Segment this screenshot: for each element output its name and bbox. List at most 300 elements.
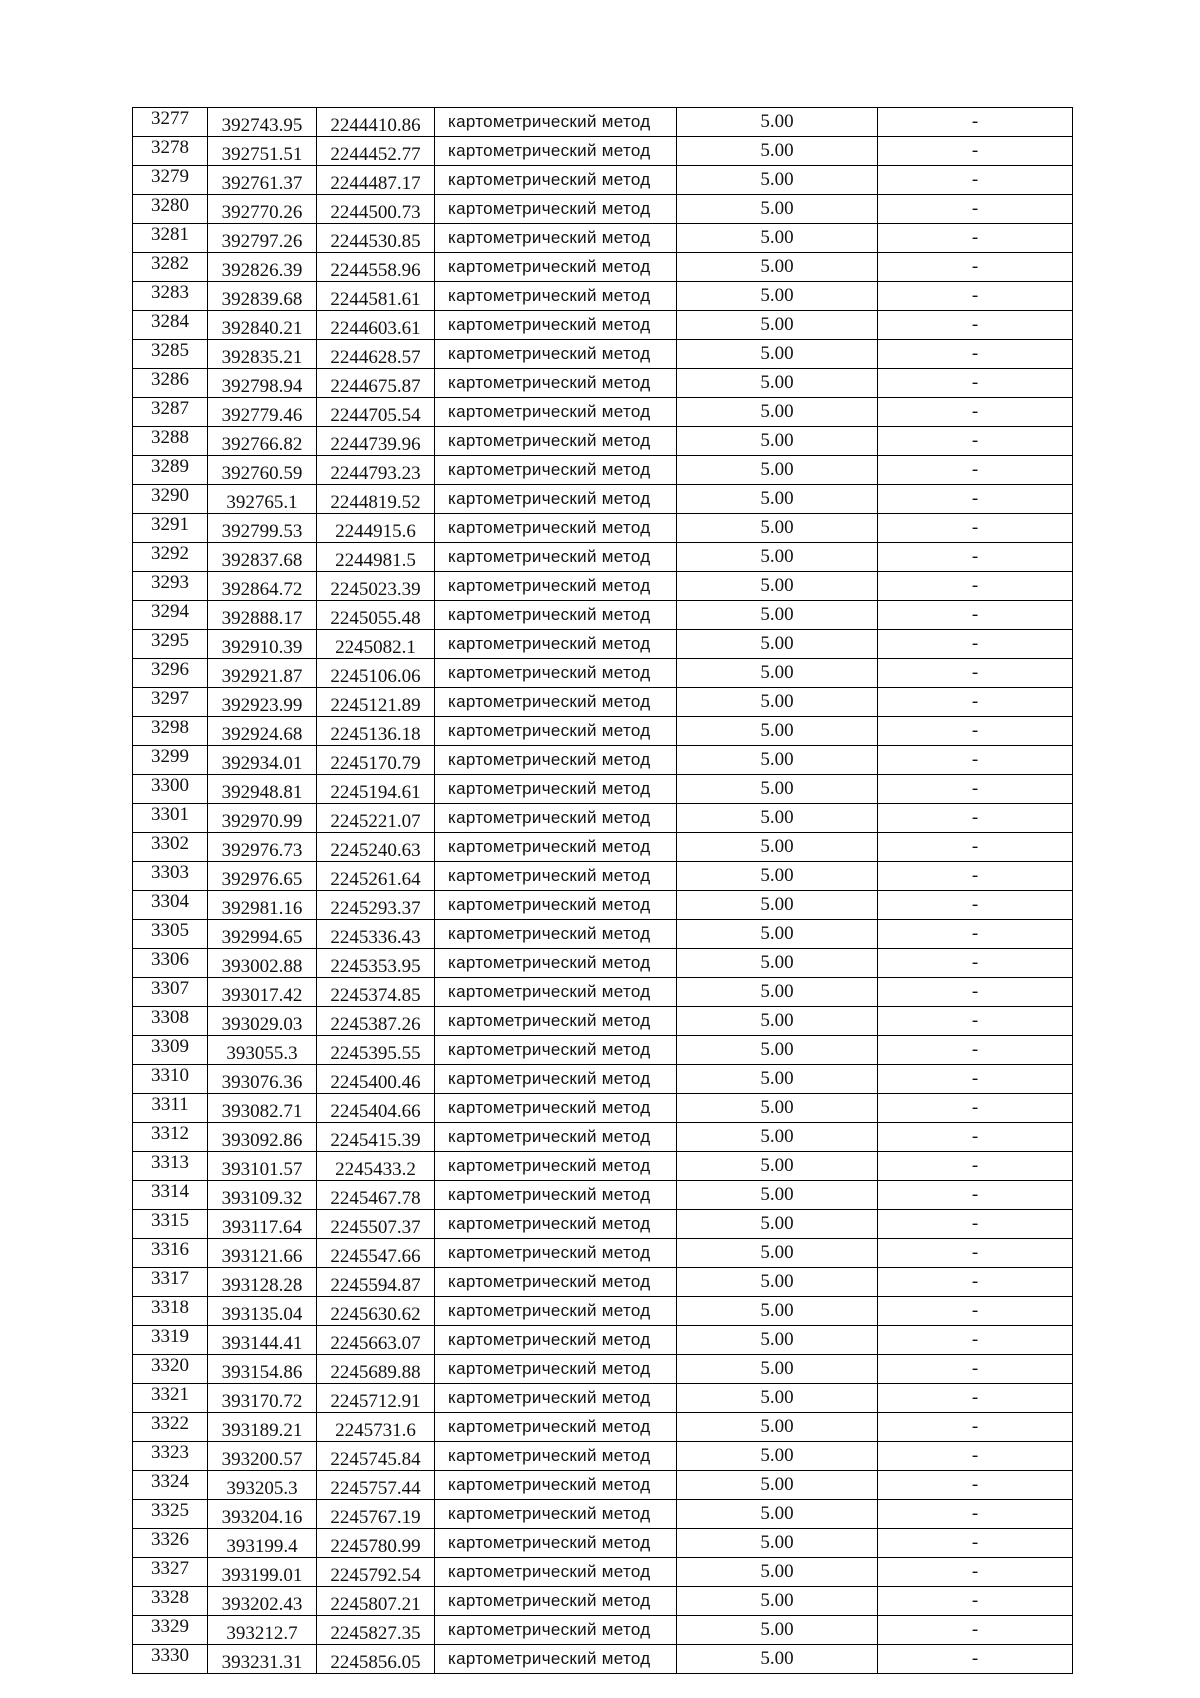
point-number-cell: 3282	[133, 253, 208, 282]
y-coordinate-cell: 2245221.07	[317, 804, 435, 833]
method-cell: картометрический метод	[435, 1500, 677, 1529]
method-cell: картометрический метод	[435, 1123, 677, 1152]
description-cell: -	[878, 282, 1073, 311]
method-cell: картометрический метод	[435, 862, 677, 891]
accuracy-cell: 5.00	[677, 1123, 878, 1152]
y-coordinate-cell: 2245293.37	[317, 891, 435, 920]
method-cell: картометрический метод	[435, 1181, 677, 1210]
y-coordinate-cell: 2245792.54	[317, 1558, 435, 1587]
description-cell: -	[878, 659, 1073, 688]
table-row	[133, 1471, 1073, 1500]
x-coordinate-cell: 393170.72	[208, 1384, 317, 1413]
method-cell: картометрический метод	[435, 630, 677, 659]
accuracy-cell: 5.00	[677, 630, 878, 659]
method-cell: картометрический метод	[435, 369, 677, 398]
method-cell: картометрический метод	[435, 1239, 677, 1268]
x-coordinate-cell: 392797.26	[208, 224, 317, 253]
x-coordinate-cell: 393128.28	[208, 1268, 317, 1297]
method-cell: картометрический метод	[435, 137, 677, 166]
x-coordinate-cell: 392835.21	[208, 340, 317, 369]
description-cell: -	[878, 1065, 1073, 1094]
point-number-cell: 3285	[133, 340, 208, 369]
accuracy-cell: 5.00	[677, 572, 878, 601]
table-row	[133, 1210, 1073, 1239]
table-row	[133, 485, 1073, 514]
method-cell: картометрический метод	[435, 1297, 677, 1326]
accuracy-cell: 5.00	[677, 746, 878, 775]
description-cell: -	[878, 1384, 1073, 1413]
table-row	[133, 1065, 1073, 1094]
point-number-cell: 3310	[133, 1065, 208, 1094]
accuracy-cell: 5.00	[677, 398, 878, 427]
y-coordinate-cell: 2245547.66	[317, 1239, 435, 1268]
y-coordinate-cell: 2245082.1	[317, 630, 435, 659]
point-number-cell: 3321	[133, 1384, 208, 1413]
table-row	[133, 543, 1073, 572]
table-row	[133, 775, 1073, 804]
method-cell: картометрический метод	[435, 1384, 677, 1413]
method-cell: картометрический метод	[435, 224, 677, 253]
point-number-cell: 3303	[133, 862, 208, 891]
method-cell: картометрический метод	[435, 572, 677, 601]
description-cell: -	[878, 572, 1073, 601]
y-coordinate-cell: 2244705.54	[317, 398, 435, 427]
description-cell: -	[878, 1616, 1073, 1645]
x-coordinate-cell: 392888.17	[208, 601, 317, 630]
accuracy-cell: 5.00	[677, 1268, 878, 1297]
accuracy-cell: 5.00	[677, 920, 878, 949]
description-cell: -	[878, 1094, 1073, 1123]
description-cell: -	[878, 1442, 1073, 1471]
accuracy-cell: 5.00	[677, 1065, 878, 1094]
method-cell: картометрический метод	[435, 1007, 677, 1036]
accuracy-cell: 5.00	[677, 340, 878, 369]
point-number-cell: 3305	[133, 920, 208, 949]
accuracy-cell: 5.00	[677, 1384, 878, 1413]
point-number-cell: 3320	[133, 1355, 208, 1384]
y-coordinate-cell: 2245395.55	[317, 1036, 435, 1065]
table-row	[133, 630, 1073, 659]
table-row	[133, 601, 1073, 630]
method-cell: картометрический метод	[435, 340, 677, 369]
y-coordinate-cell: 2244739.96	[317, 427, 435, 456]
method-cell: картометрический метод	[435, 543, 677, 572]
accuracy-cell: 5.00	[677, 688, 878, 717]
table-row	[133, 456, 1073, 485]
table-row	[133, 1413, 1073, 1442]
y-coordinate-cell: 2245630.62	[317, 1297, 435, 1326]
y-coordinate-cell: 2245827.35	[317, 1616, 435, 1645]
accuracy-cell: 5.00	[677, 1297, 878, 1326]
description-cell: -	[878, 949, 1073, 978]
x-coordinate-cell: 393101.57	[208, 1152, 317, 1181]
accuracy-cell: 5.00	[677, 1152, 878, 1181]
y-coordinate-cell: 2245433.2	[317, 1152, 435, 1181]
description-cell: -	[878, 1152, 1073, 1181]
y-coordinate-cell: 2244487.17	[317, 166, 435, 195]
accuracy-cell: 5.00	[677, 224, 878, 253]
y-coordinate-cell: 2245136.18	[317, 717, 435, 746]
table-row	[133, 1558, 1073, 1587]
x-coordinate-cell: 392840.21	[208, 311, 317, 340]
method-cell: картометрический метод	[435, 427, 677, 456]
coordinates-table-body	[133, 108, 1073, 1674]
point-number-cell: 3300	[133, 775, 208, 804]
accuracy-cell: 5.00	[677, 137, 878, 166]
description-cell: -	[878, 1181, 1073, 1210]
point-number-cell: 3324	[133, 1471, 208, 1500]
accuracy-cell: 5.00	[677, 891, 878, 920]
y-coordinate-cell: 2245194.61	[317, 775, 435, 804]
y-coordinate-cell: 2244675.87	[317, 369, 435, 398]
description-cell: -	[878, 195, 1073, 224]
description-cell: -	[878, 543, 1073, 572]
description-cell: -	[878, 804, 1073, 833]
point-number-cell: 3290	[133, 485, 208, 514]
table-row	[133, 514, 1073, 543]
point-number-cell: 3328	[133, 1587, 208, 1616]
y-coordinate-cell: 2245415.39	[317, 1123, 435, 1152]
method-cell: картометрический метод	[435, 775, 677, 804]
x-coordinate-cell: 392766.82	[208, 427, 317, 456]
description-cell: -	[878, 108, 1073, 137]
y-coordinate-cell: 2245856.05	[317, 1645, 435, 1674]
description-cell: -	[878, 369, 1073, 398]
y-coordinate-cell: 2245106.06	[317, 659, 435, 688]
method-cell: картометрический метод	[435, 166, 677, 195]
method-cell: картометрический метод	[435, 601, 677, 630]
x-coordinate-cell: 393121.66	[208, 1239, 317, 1268]
table-row	[133, 224, 1073, 253]
accuracy-cell: 5.00	[677, 427, 878, 456]
method-cell: картометрический метод	[435, 1442, 677, 1471]
method-cell: картометрический метод	[435, 1094, 677, 1123]
accuracy-cell: 5.00	[677, 369, 878, 398]
table-row	[133, 978, 1073, 1007]
accuracy-cell: 5.00	[677, 195, 878, 224]
x-coordinate-cell: 393109.32	[208, 1181, 317, 1210]
point-number-cell: 3317	[133, 1268, 208, 1297]
table-row	[133, 1587, 1073, 1616]
method-cell: картометрический метод	[435, 1268, 677, 1297]
point-number-cell: 3292	[133, 543, 208, 572]
accuracy-cell: 5.00	[677, 862, 878, 891]
description-cell: -	[878, 485, 1073, 514]
x-coordinate-cell: 392924.68	[208, 717, 317, 746]
x-coordinate-cell: 392923.99	[208, 688, 317, 717]
point-number-cell: 3314	[133, 1181, 208, 1210]
method-cell: картометрический метод	[435, 485, 677, 514]
table-row	[133, 688, 1073, 717]
table-row	[133, 282, 1073, 311]
x-coordinate-cell: 393017.42	[208, 978, 317, 1007]
description-cell: -	[878, 1326, 1073, 1355]
method-cell: картометрический метод	[435, 978, 677, 1007]
x-coordinate-cell: 393189.21	[208, 1413, 317, 1442]
y-coordinate-cell: 2245467.78	[317, 1181, 435, 1210]
y-coordinate-cell: 2244915.6	[317, 514, 435, 543]
accuracy-cell: 5.00	[677, 166, 878, 195]
table-row	[133, 1268, 1073, 1297]
y-coordinate-cell: 2245387.26	[317, 1007, 435, 1036]
table-row	[133, 137, 1073, 166]
point-number-cell: 3308	[133, 1007, 208, 1036]
y-coordinate-cell: 2245353.95	[317, 949, 435, 978]
accuracy-cell: 5.00	[677, 311, 878, 340]
y-coordinate-cell: 2245023.39	[317, 572, 435, 601]
table-row	[133, 398, 1073, 427]
point-number-cell: 3313	[133, 1152, 208, 1181]
description-cell: -	[878, 717, 1073, 746]
method-cell: картометрический метод	[435, 398, 677, 427]
table-row	[133, 920, 1073, 949]
x-coordinate-cell: 393199.01	[208, 1558, 317, 1587]
point-number-cell: 3283	[133, 282, 208, 311]
point-number-cell: 3304	[133, 891, 208, 920]
x-coordinate-cell: 393204.16	[208, 1500, 317, 1529]
table-row	[133, 311, 1073, 340]
y-coordinate-cell: 2245374.85	[317, 978, 435, 1007]
method-cell: картометрический метод	[435, 1616, 677, 1645]
y-coordinate-cell: 2244500.73	[317, 195, 435, 224]
table-row	[133, 1239, 1073, 1268]
description-cell: -	[878, 166, 1073, 195]
description-cell: -	[878, 920, 1073, 949]
y-coordinate-cell: 2245336.43	[317, 920, 435, 949]
y-coordinate-cell: 2245807.21	[317, 1587, 435, 1616]
method-cell: картометрический метод	[435, 920, 677, 949]
table-row	[133, 195, 1073, 224]
point-number-cell: 3311	[133, 1094, 208, 1123]
method-cell: картометрический метод	[435, 717, 677, 746]
point-number-cell: 3294	[133, 601, 208, 630]
point-number-cell: 3287	[133, 398, 208, 427]
table-row	[133, 369, 1073, 398]
y-coordinate-cell: 2245507.37	[317, 1210, 435, 1239]
point-number-cell: 3307	[133, 978, 208, 1007]
accuracy-cell: 5.00	[677, 514, 878, 543]
table-row	[133, 108, 1073, 137]
table-row	[133, 166, 1073, 195]
x-coordinate-cell: 393205.3	[208, 1471, 317, 1500]
description-cell: -	[878, 311, 1073, 340]
method-cell: картометрический метод	[435, 514, 677, 543]
x-coordinate-cell: 392798.94	[208, 369, 317, 398]
accuracy-cell: 5.00	[677, 1355, 878, 1384]
point-number-cell: 3288	[133, 427, 208, 456]
point-number-cell: 3309	[133, 1036, 208, 1065]
point-number-cell: 3316	[133, 1239, 208, 1268]
description-cell: -	[878, 1413, 1073, 1442]
x-coordinate-cell: 393029.03	[208, 1007, 317, 1036]
method-cell: картометрический метод	[435, 253, 677, 282]
y-coordinate-cell: 2244793.23	[317, 456, 435, 485]
method-cell: картометрический метод	[435, 195, 677, 224]
description-cell: -	[878, 978, 1073, 1007]
x-coordinate-cell: 393202.43	[208, 1587, 317, 1616]
point-number-cell: 3319	[133, 1326, 208, 1355]
accuracy-cell: 5.00	[677, 659, 878, 688]
point-number-cell: 3318	[133, 1297, 208, 1326]
method-cell: картометрический метод	[435, 746, 677, 775]
y-coordinate-cell: 2244628.57	[317, 340, 435, 369]
x-coordinate-cell: 393092.86	[208, 1123, 317, 1152]
table-row	[133, 1442, 1073, 1471]
point-number-cell: 3326	[133, 1529, 208, 1558]
point-number-cell: 3330	[133, 1645, 208, 1674]
description-cell: -	[878, 601, 1073, 630]
x-coordinate-cell: 392948.81	[208, 775, 317, 804]
description-cell: -	[878, 1239, 1073, 1268]
table-row	[133, 1094, 1073, 1123]
x-coordinate-cell: 392760.59	[208, 456, 317, 485]
point-number-cell: 3298	[133, 717, 208, 746]
y-coordinate-cell: 2245170.79	[317, 746, 435, 775]
y-coordinate-cell: 2245757.44	[317, 1471, 435, 1500]
method-cell: картометрический метод	[435, 1210, 677, 1239]
method-cell: картометрический метод	[435, 891, 677, 920]
x-coordinate-cell: 392934.01	[208, 746, 317, 775]
y-coordinate-cell: 2244981.5	[317, 543, 435, 572]
description-cell: -	[878, 398, 1073, 427]
accuracy-cell: 5.00	[677, 601, 878, 630]
y-coordinate-cell: 2244581.61	[317, 282, 435, 311]
method-cell: картометрический метод	[435, 804, 677, 833]
table-row	[133, 253, 1073, 282]
accuracy-cell: 5.00	[677, 456, 878, 485]
y-coordinate-cell: 2245055.48	[317, 601, 435, 630]
method-cell: картометрический метод	[435, 833, 677, 862]
y-coordinate-cell: 2244603.61	[317, 311, 435, 340]
method-cell: картометрический метод	[435, 456, 677, 485]
accuracy-cell: 5.00	[677, 1442, 878, 1471]
table-row	[133, 1036, 1073, 1065]
x-coordinate-cell: 392779.46	[208, 398, 317, 427]
x-coordinate-cell: 392765.1	[208, 485, 317, 514]
accuracy-cell: 5.00	[677, 1413, 878, 1442]
x-coordinate-cell: 393076.36	[208, 1065, 317, 1094]
point-number-cell: 3329	[133, 1616, 208, 1645]
description-cell: -	[878, 137, 1073, 166]
description-cell: -	[878, 833, 1073, 862]
accuracy-cell: 5.00	[677, 1239, 878, 1268]
method-cell: картометрический метод	[435, 1413, 677, 1442]
y-coordinate-cell: 2244410.86	[317, 108, 435, 137]
y-coordinate-cell: 2245121.89	[317, 688, 435, 717]
point-number-cell: 3299	[133, 746, 208, 775]
description-cell: -	[878, 1529, 1073, 1558]
accuracy-cell: 5.00	[677, 543, 878, 572]
point-number-cell: 3302	[133, 833, 208, 862]
table-row	[133, 1645, 1073, 1674]
accuracy-cell: 5.00	[677, 1326, 878, 1355]
x-coordinate-cell: 393200.57	[208, 1442, 317, 1471]
description-cell: -	[878, 746, 1073, 775]
y-coordinate-cell: 2245780.99	[317, 1529, 435, 1558]
x-coordinate-cell: 392826.39	[208, 253, 317, 282]
method-cell: картометрический метод	[435, 1471, 677, 1500]
method-cell: картометрический метод	[435, 949, 677, 978]
description-cell: -	[878, 514, 1073, 543]
table-row	[133, 804, 1073, 833]
x-coordinate-cell: 392921.87	[208, 659, 317, 688]
x-coordinate-cell: 393199.4	[208, 1529, 317, 1558]
y-coordinate-cell: 2245767.19	[317, 1500, 435, 1529]
x-coordinate-cell: 392910.39	[208, 630, 317, 659]
point-number-cell: 3280	[133, 195, 208, 224]
description-cell: -	[878, 1268, 1073, 1297]
description-cell: -	[878, 340, 1073, 369]
description-cell: -	[878, 688, 1073, 717]
accuracy-cell: 5.00	[677, 1094, 878, 1123]
accuracy-cell: 5.00	[677, 1616, 878, 1645]
point-number-cell: 3306	[133, 949, 208, 978]
accuracy-cell: 5.00	[677, 833, 878, 862]
x-coordinate-cell: 393117.64	[208, 1210, 317, 1239]
table-row	[133, 1529, 1073, 1558]
description-cell: -	[878, 1036, 1073, 1065]
y-coordinate-cell: 2245261.64	[317, 862, 435, 891]
table-row	[133, 1152, 1073, 1181]
accuracy-cell: 5.00	[677, 1007, 878, 1036]
table-row	[133, 1384, 1073, 1413]
accuracy-cell: 5.00	[677, 1181, 878, 1210]
description-cell: -	[878, 630, 1073, 659]
y-coordinate-cell: 2244819.52	[317, 485, 435, 514]
x-coordinate-cell: 392864.72	[208, 572, 317, 601]
y-coordinate-cell: 2245400.46	[317, 1065, 435, 1094]
description-cell: -	[878, 1645, 1073, 1674]
description-cell: -	[878, 427, 1073, 456]
x-coordinate-cell: 393002.88	[208, 949, 317, 978]
table-row	[133, 340, 1073, 369]
point-number-cell: 3293	[133, 572, 208, 601]
point-number-cell: 3323	[133, 1442, 208, 1471]
table-row	[133, 746, 1073, 775]
method-cell: картометрический метод	[435, 311, 677, 340]
method-cell: картометрический метод	[435, 1529, 677, 1558]
y-coordinate-cell: 2245594.87	[317, 1268, 435, 1297]
accuracy-cell: 5.00	[677, 253, 878, 282]
point-number-cell: 3325	[133, 1500, 208, 1529]
table-row	[133, 949, 1073, 978]
accuracy-cell: 5.00	[677, 804, 878, 833]
point-number-cell: 3322	[133, 1413, 208, 1442]
x-coordinate-cell: 392770.26	[208, 195, 317, 224]
method-cell: картометрический метод	[435, 1326, 677, 1355]
accuracy-cell: 5.00	[677, 1471, 878, 1500]
method-cell: картометрический метод	[435, 688, 677, 717]
table-row	[133, 862, 1073, 891]
point-number-cell: 3284	[133, 311, 208, 340]
method-cell: картометрический метод	[435, 1152, 677, 1181]
method-cell: картометрический метод	[435, 1645, 677, 1674]
table-row	[133, 717, 1073, 746]
y-coordinate-cell: 2245240.63	[317, 833, 435, 862]
description-cell: -	[878, 1587, 1073, 1616]
accuracy-cell: 5.00	[677, 1210, 878, 1239]
method-cell: картометрический метод	[435, 108, 677, 137]
y-coordinate-cell: 2244558.96	[317, 253, 435, 282]
point-number-cell: 3312	[133, 1123, 208, 1152]
description-cell: -	[878, 775, 1073, 804]
point-number-cell: 3327	[133, 1558, 208, 1587]
x-coordinate-cell: 392976.73	[208, 833, 317, 862]
description-cell: -	[878, 1007, 1073, 1036]
x-coordinate-cell: 392751.51	[208, 137, 317, 166]
accuracy-cell: 5.00	[677, 485, 878, 514]
accuracy-cell: 5.00	[677, 717, 878, 746]
